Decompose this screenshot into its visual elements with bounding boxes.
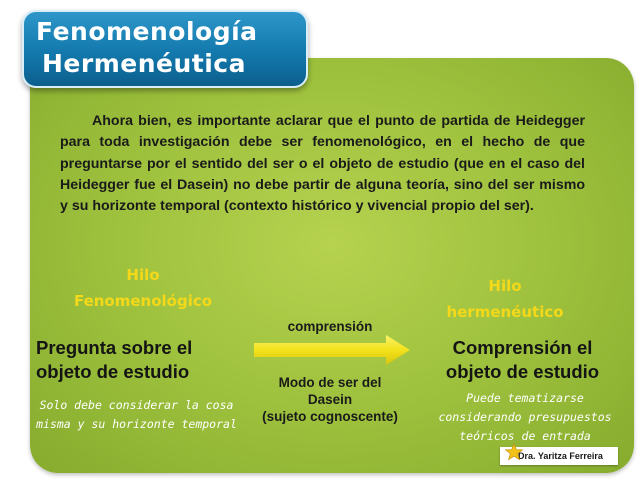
thread-title-line-1: Hilo bbox=[488, 277, 522, 295]
title-banner bbox=[22, 10, 308, 88]
dasein-mode-line-2: Dasein bbox=[307, 392, 353, 407]
title-line-2: Hermenéutica bbox=[42, 49, 246, 78]
right-note-line-1: Puede tematizarse bbox=[466, 391, 584, 405]
right-note-line-2: considerando presupuestos bbox=[438, 410, 612, 424]
dasein-mode-line-1: Modo de ser del bbox=[278, 375, 382, 390]
phenomenological-thread-title bbox=[48, 262, 238, 314]
right-heading bbox=[430, 336, 615, 384]
dasein-mode-line-3: (sujeto cognoscente) bbox=[262, 409, 398, 424]
left-heading-line-1: Pregunta sobre el bbox=[36, 337, 193, 358]
thread-title-line-1: Hilo bbox=[126, 266, 160, 284]
left-note-line-1: Solo debe considerar la cosa bbox=[39, 398, 234, 412]
right-heading-line-1: Comprensión el bbox=[452, 337, 593, 358]
left-note bbox=[34, 396, 239, 434]
left-heading-line-2: objeto de estudio bbox=[36, 361, 190, 382]
left-heading bbox=[36, 336, 236, 384]
right-note bbox=[425, 389, 625, 446]
left-note-line-2: misma y su horizonte temporal bbox=[36, 417, 237, 431]
title-line-1: Fenomenología bbox=[36, 17, 258, 46]
hermeneutic-thread-title bbox=[420, 273, 590, 325]
right-note-line-3: teóricos de entrada bbox=[459, 429, 591, 443]
author-signature: Dra. Yaritza Ferreira bbox=[500, 447, 618, 465]
thread-title-line-2: Fenomenológico bbox=[73, 292, 213, 310]
intro-paragraph: Ahora bien, es importante aclarar que el punto de partida de Heidegger para toda investigación debe ser fenomenológico, en el hecho de que preguntarse por el sentido del ser o el objeto de estudio (que en el caso del Heidegger fue el Dasein) no debe partir de alguna teoría, sino del ser mismo y su horizonte temporal (contexto histórico y vivencial propio del ser). bbox=[60, 113, 585, 215]
right-arrow-icon bbox=[254, 335, 410, 365]
thread-title-line-2: hermenéutico bbox=[446, 303, 564, 321]
right-heading-line-2: objeto de estudio bbox=[445, 361, 600, 382]
dasein-mode-label bbox=[248, 374, 412, 425]
arrow-label: comprensión bbox=[287, 319, 373, 334]
star-icon bbox=[505, 443, 523, 461]
